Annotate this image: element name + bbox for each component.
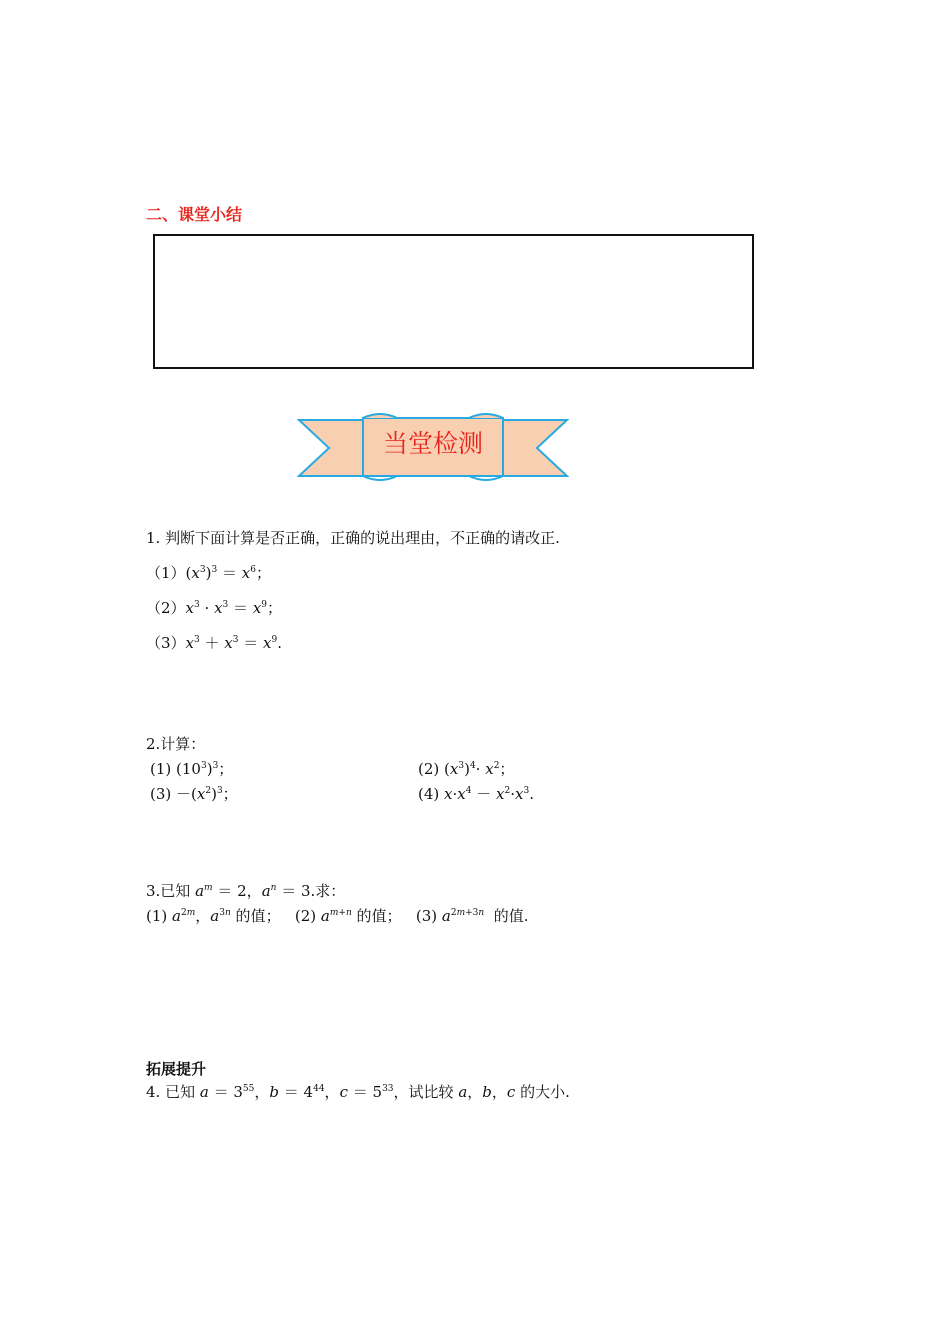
question-2-item-2: (2) $(x^3)^4\cdot x^2$； [418,760,515,778]
question-1-prompt: 1. 判断下面计算是否正确，正确的说出理由，不正确的请改正. [146,529,560,547]
question-1-item-2: $(2)x^3 \cdot x^3 = x^9$； [146,599,283,617]
question-2-prompt: 2.计算： [146,735,206,753]
extension-heading: 拓展提升 [146,1060,207,1078]
question-2-item-4: (4) $x\cdot x^4 - x^2\cdot x^3$. [418,785,534,803]
test-banner [297,410,569,486]
section-title-class-summary: 二、课堂小结 [146,205,243,224]
item-label: （1） [146,564,186,582]
question-4: 4. 已知 $a = 3^{55}$，$b = 4^{44}$，$c = 5^{33}$，试比较 a，b，c 的大小. [146,1083,570,1101]
question-3-items: (1) $a^{2m}$，$a^{3n}$ 的值； (2) $a^{m+n}$ 的值； (3) $a^{2m+3n}$ 的值. [146,907,529,925]
question-3-prompt: 3.已知 $a^m = 2$，$a^n = 3$.求： [146,882,346,900]
item-label: （3） [146,634,186,652]
banner-label: 当堂检测 [382,429,483,458]
question-1-item-3: $(3)x^3 + x^3 = x^9$. [146,634,283,652]
summary-box [153,234,754,369]
item-label: （2） [146,599,186,617]
question-2-item-3: $(3) -(x^2)^3$； [150,785,238,803]
question-2-item-1: (1) $(10^3)^3$； [150,760,234,778]
question-1-item-1: $(1)(x^3)^3 = x^6$； [146,564,271,582]
